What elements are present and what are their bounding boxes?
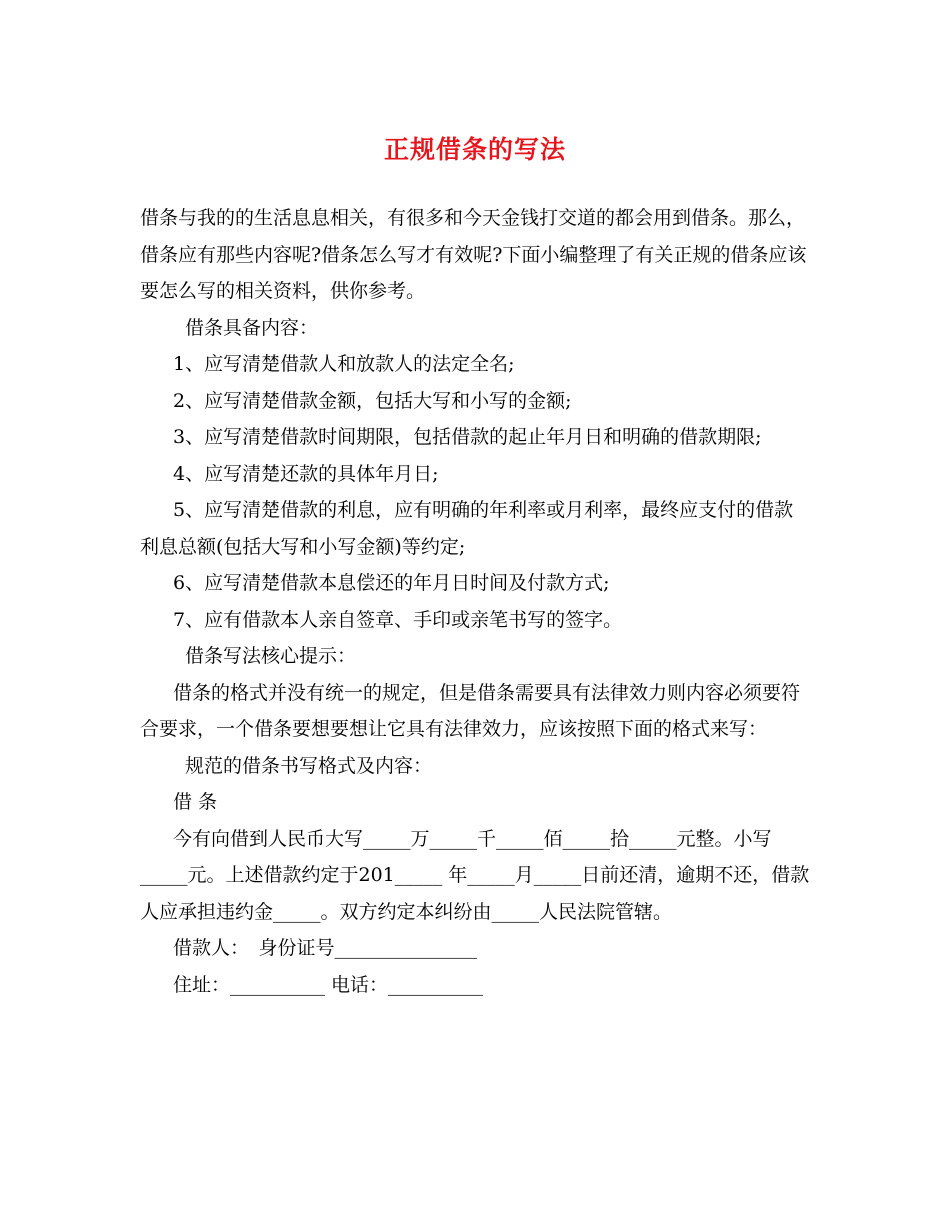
borrower-line: 借款人： 身份证号_______________ [173, 937, 478, 959]
list-item-5: 5、应写清楚借款的利息，应有明确的年利率或月利率，最终应支付的借款利息总额(包括大写和小写金额)等约定; [140, 499, 794, 558]
document-title: 正规借条的写法 [383, 135, 566, 164]
document-body [140, 200, 812, 1003]
iou-heading: 借 条 [173, 791, 218, 813]
section-heading-tips: 借条写法核心提示： [185, 645, 357, 667]
list-item-6: 6、应写清楚借款本息偿还的年月日时间及付款方式; [173, 572, 610, 594]
section-heading-contents: 借条具备内容： [185, 316, 319, 339]
intro-paragraph: 借条与我的的生活息息相关，有很多和今天金钱打交道的都会用到借条。那么，借条应有那些内容呢?借条怎么写才有效呢?下面小编整理了有关正规的借条应该要怎么写的相关资料，供你参考。 [140, 207, 807, 302]
address-phone-line: 住址：__________ 电话：__________ [173, 973, 484, 996]
list-item-7: 7、应有借款本人亲自签章、手印或亲笔书写的签字。 [173, 608, 623, 631]
list-item-4: 4、应写清楚还款的具体年月日; [173, 462, 439, 485]
tips-paragraph: 借条的格式并没有统一的规定，但是借条需要具有法律效力则内容必须要符合要求，一个借条要想要想让它具有法律效力，应该按照下面的格式来写： [140, 681, 801, 740]
list-item-1: 1、应写清楚借款人和放款人的法定全名; [173, 353, 515, 375]
list-item-2: 2、应写清楚借款金额，包括大写和小写的金额; [173, 389, 572, 412]
section-heading-format: 规范的借条书写格式及内容： [185, 754, 433, 777]
iou-template-paragraph: 今有向借到人民币大写_____万_____千_____佰_____拾_____元整。小写_____元。上述借款约定于201_____ 年_____月_____日前还清，逾期不还，借款人应承担违约金_____。双方约定本纠纷由_____人民法院管辖。 [140, 827, 810, 923]
list-item-3: 3、应写清楚借款时间期限，包括借款的起止年月日和明确的借款期限; [173, 426, 762, 448]
